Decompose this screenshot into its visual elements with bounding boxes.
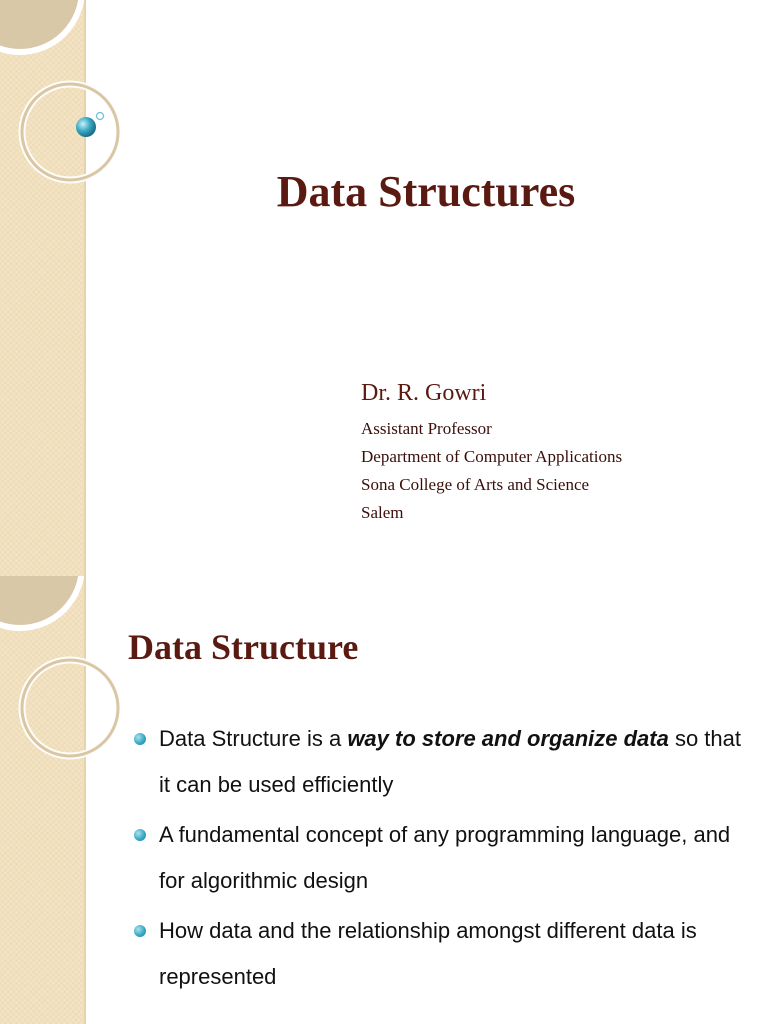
bullet-text: so that it can be used efficiently [159,726,741,797]
author-name: Dr. R. Gowri [361,380,487,406]
author-department: Department of Computer Applications [361,447,623,466]
slide-title: Data Structures [276,167,576,216]
author-block [361,380,622,527]
bullet-text: A fundamental concept of any programming language, and for algorithmic design [159,822,731,893]
bullet-emphasis: way to store and organize data [347,726,669,751]
bullet-item [134,908,754,1000]
author-college: Sona College of Arts and Science [361,475,590,494]
author-position: Assistant Professor [361,419,492,438]
bullet-text: How data and the relationship amongst different data is represented [159,918,697,989]
bullet-text: Data Structure is a [159,726,348,751]
bullet-dot-icon [134,733,146,745]
bullet-list [134,716,754,1004]
bullet-item [134,716,754,808]
decorative-circles [0,576,120,776]
bullet-dot-icon [134,829,146,841]
bullet-dot-icon [134,925,146,937]
content-slide [0,576,768,1024]
bullet-item [134,812,754,904]
section-title: Data Structure [128,627,359,667]
author-city: Salem [361,503,404,522]
